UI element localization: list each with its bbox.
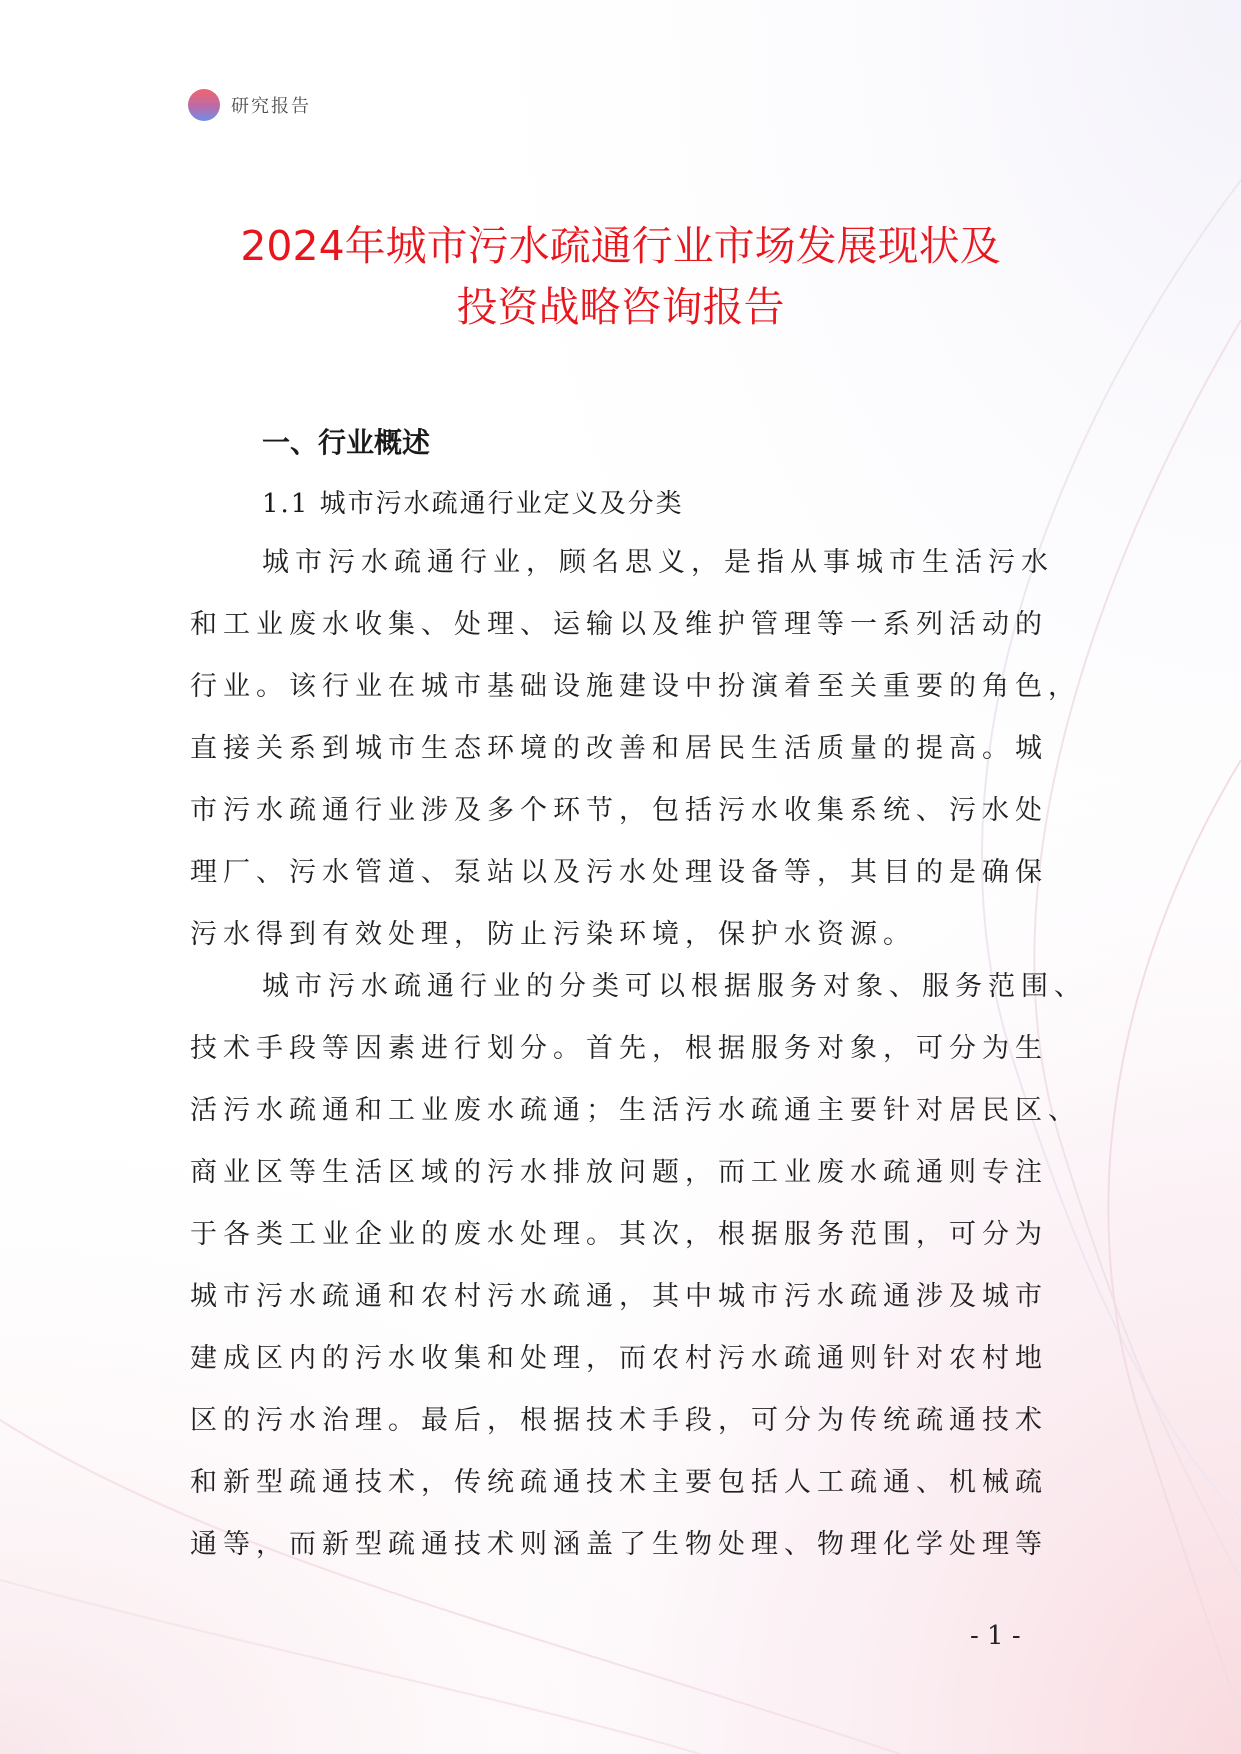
paragraph-line: 和工业废水收集、处理、运输以及维护管理等一系列活动的 bbox=[190, 609, 1048, 640]
paragraph-line: 直接关系到城市生态环境的改善和居民生活质量的提高。城 bbox=[190, 733, 1048, 764]
paragraph-line: 行业。该行业在城市基础设施建设中扮演着至关重要的角色， bbox=[190, 671, 1081, 702]
document-title bbox=[160, 216, 1081, 338]
paragraph-definition bbox=[190, 532, 1081, 966]
title-line-2: 投资战略咨询报告 bbox=[456, 283, 785, 331]
paragraph-line: 建成区内的污水收集和处理，而农村污水疏通则针对农村地 bbox=[190, 1343, 1048, 1374]
paragraph-line: 和新型疏通技术，传统疏通技术主要包括人工疏通、机械疏 bbox=[190, 1467, 1048, 1498]
paragraph-line: 于各类工业企业的废水处理。其次，根据服务范围，可分为 bbox=[190, 1219, 1048, 1250]
paragraph-line: 活污水疏通和工业废水疏通；生活污水疏通主要针对居民区、 bbox=[190, 1095, 1081, 1126]
page-number: - 1 - bbox=[970, 1621, 1021, 1651]
header-label: 研究报告 bbox=[231, 96, 311, 117]
subsection-heading: 1.1 城市污水疏通行业定义及分类 bbox=[262, 489, 684, 519]
paragraph-line: 通等，而新型疏通技术则涵盖了生物处理、物理化学处理等 bbox=[190, 1529, 1048, 1560]
gradient-circle-icon bbox=[188, 89, 220, 121]
section-heading: 一、行业概述 bbox=[262, 426, 431, 459]
paragraph-line: 城市污水疏通行业，顾名思义，是指从事城市生活污水 bbox=[262, 547, 1054, 578]
paragraph-line: 商业区等生活区域的污水排放问题，而工业废水疏通则专注 bbox=[190, 1157, 1048, 1188]
report-header bbox=[188, 89, 311, 121]
title-line-1: 2024年城市污水疏通行业市场发展现状及 bbox=[240, 222, 1001, 270]
paragraph-line: 市污水疏通行业涉及多个环节，包括污水收集系统、污水处 bbox=[190, 795, 1048, 826]
paragraph-classification bbox=[190, 956, 1087, 1576]
paragraph-line: 城市污水疏通行业的分类可以根据服务对象、服务范围、 bbox=[262, 971, 1087, 1002]
paragraph-line: 污水得到有效处理，防止污染环境，保护水资源。 bbox=[190, 919, 916, 950]
paragraph-line: 城市污水疏通和农村污水疏通，其中城市污水疏通涉及城市 bbox=[190, 1281, 1048, 1312]
paragraph-line: 技术手段等因素进行划分。首先，根据服务对象，可分为生 bbox=[190, 1033, 1048, 1064]
paragraph-line: 区的污水治理。最后，根据技术手段，可分为传统疏通技术 bbox=[190, 1405, 1048, 1436]
paragraph-line: 理厂、污水管道、泵站以及污水处理设备等，其目的是确保 bbox=[190, 857, 1048, 888]
